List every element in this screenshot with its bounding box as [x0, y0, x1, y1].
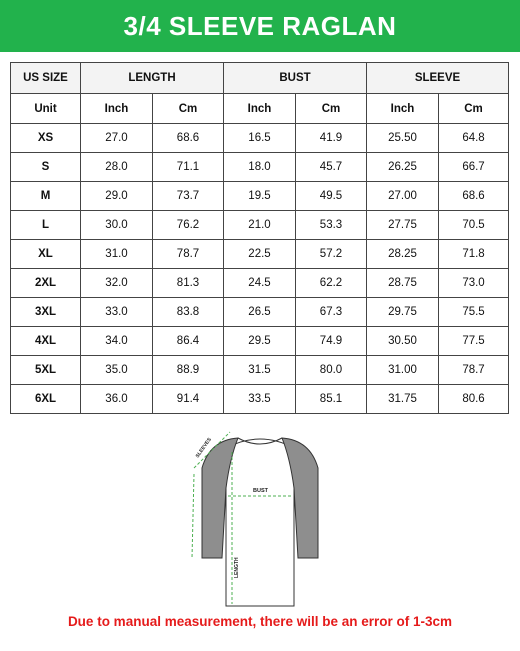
bust-cm-cell: 41.9 [296, 124, 367, 153]
bust-cm-cell: 45.7 [296, 153, 367, 182]
unit-sleeve-cm: Cm [439, 94, 509, 124]
table-header-row [11, 63, 509, 94]
header-bust: BUST [224, 63, 367, 94]
length-label: LENGTH [234, 557, 240, 578]
length-inch-cell: 34.0 [81, 327, 153, 356]
sleeve-inch-cell: 27.00 [367, 182, 439, 211]
bust-inch-cell: 21.0 [224, 211, 296, 240]
sleeve-cm-cell: 80.6 [439, 385, 509, 414]
unit-label: Unit [11, 94, 81, 124]
bust-inch-cell: 26.5 [224, 298, 296, 327]
size-cell: 2XL [11, 269, 81, 298]
bust-cm-cell: 53.3 [296, 211, 367, 240]
sleeve-cm-cell: 66.7 [439, 153, 509, 182]
table-row [11, 327, 509, 356]
table-row [11, 153, 509, 182]
length-cm-cell: 83.8 [153, 298, 224, 327]
size-cell: XL [11, 240, 81, 269]
sleeve-inch-cell: 25.50 [367, 124, 439, 153]
bust-inch-cell: 24.5 [224, 269, 296, 298]
length-cm-cell: 78.7 [153, 240, 224, 269]
length-inch-cell: 33.0 [81, 298, 153, 327]
sleeve-inch-cell: 29.75 [367, 298, 439, 327]
sleeve-inch-cell: 28.75 [367, 269, 439, 298]
size-cell: 3XL [11, 298, 81, 327]
header-sleeve: SLEEVE [367, 63, 509, 94]
length-cm-cell: 91.4 [153, 385, 224, 414]
size-cell: S [11, 153, 81, 182]
sleeve-inch-cell: 30.50 [367, 327, 439, 356]
sleeve-cm-cell: 75.5 [439, 298, 509, 327]
size-cell: XS [11, 124, 81, 153]
title-banner [0, 0, 520, 52]
size-cell: 4XL [11, 327, 81, 356]
bust-label: BUST [253, 488, 268, 494]
sleeve-inch-cell: 31.75 [367, 385, 439, 414]
header-us-size: US SIZE [11, 63, 81, 94]
length-inch-cell: 29.0 [81, 182, 153, 211]
sleeve-measure-line-lower [192, 474, 194, 558]
bust-cm-cell: 80.0 [296, 356, 367, 385]
sleeves-label: SLEEVES [194, 436, 213, 460]
table-row [11, 211, 509, 240]
table-row [11, 124, 509, 153]
bust-cm-cell: 62.2 [296, 269, 367, 298]
table-row [11, 269, 509, 298]
unit-bust-cm: Cm [296, 94, 367, 124]
length-cm-cell: 81.3 [153, 269, 224, 298]
length-inch-cell: 30.0 [81, 211, 153, 240]
table-row [11, 385, 509, 414]
sleeve-cm-cell: 64.8 [439, 124, 509, 153]
bust-inch-cell: 16.5 [224, 124, 296, 153]
length-cm-cell: 86.4 [153, 327, 224, 356]
length-inch-cell: 31.0 [81, 240, 153, 269]
size-cell: 6XL [11, 385, 81, 414]
length-inch-cell: 28.0 [81, 153, 153, 182]
shirt-illustration [190, 428, 330, 608]
table-row [11, 182, 509, 211]
unit-length-inch: Inch [81, 94, 153, 124]
size-cell: 5XL [11, 356, 81, 385]
unit-sleeve-inch: Inch [367, 94, 439, 124]
size-cell: L [11, 211, 81, 240]
bust-cm-cell: 74.9 [296, 327, 367, 356]
raglan-shirt-diagram [190, 428, 330, 608]
table-row [11, 298, 509, 327]
bust-cm-cell: 57.2 [296, 240, 367, 269]
length-cm-cell: 68.6 [153, 124, 224, 153]
sleeve-cm-cell: 78.7 [439, 356, 509, 385]
length-cm-cell: 88.9 [153, 356, 224, 385]
length-inch-cell: 27.0 [81, 124, 153, 153]
bust-inch-cell: 19.5 [224, 182, 296, 211]
length-inch-cell: 32.0 [81, 269, 153, 298]
units-row [11, 94, 509, 124]
bust-inch-cell: 18.0 [224, 153, 296, 182]
length-cm-cell: 71.1 [153, 153, 224, 182]
shirt-body [226, 439, 294, 606]
bust-inch-cell: 31.5 [224, 356, 296, 385]
length-cm-cell: 73.7 [153, 182, 224, 211]
bust-cm-cell: 67.3 [296, 298, 367, 327]
banner-title: 3/4 SLEEVE RAGLAN [123, 10, 397, 41]
header-length: LENGTH [81, 63, 224, 94]
size-cell: M [11, 182, 81, 211]
sleeve-inch-cell: 26.25 [367, 153, 439, 182]
length-inch-cell: 35.0 [81, 356, 153, 385]
length-cm-cell: 76.2 [153, 211, 224, 240]
bust-inch-cell: 29.5 [224, 327, 296, 356]
table-row [11, 356, 509, 385]
bust-cm-cell: 85.1 [296, 385, 367, 414]
bust-inch-cell: 22.5 [224, 240, 296, 269]
length-inch-cell: 36.0 [81, 385, 153, 414]
sleeve-cm-cell: 73.0 [439, 269, 509, 298]
sleeve-cm-cell: 77.5 [439, 327, 509, 356]
sleeve-inch-cell: 27.75 [367, 211, 439, 240]
sleeve-cm-cell: 70.5 [439, 211, 509, 240]
bust-inch-cell: 33.5 [224, 385, 296, 414]
sleeve-cm-cell: 68.6 [439, 182, 509, 211]
sleeve-cm-cell: 71.8 [439, 240, 509, 269]
unit-length-cm: Cm [153, 94, 224, 124]
measurement-note: Due to manual measurement, there will be an error of 1-3cm [67, 614, 453, 629]
table-row [11, 240, 509, 269]
size-chart-table [10, 62, 509, 414]
unit-bust-inch: Inch [224, 94, 296, 124]
bust-cm-cell: 49.5 [296, 182, 367, 211]
sleeve-inch-cell: 31.00 [367, 356, 439, 385]
sleeve-inch-cell: 28.25 [367, 240, 439, 269]
